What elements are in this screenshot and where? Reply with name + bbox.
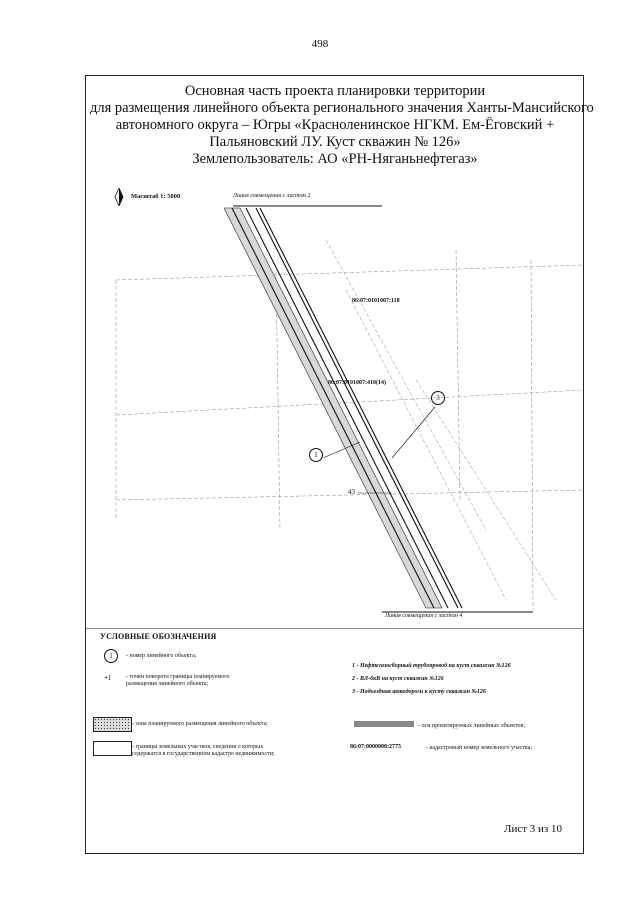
legend-parcel-line: - границы земельных участков, сведения о которых bbox=[132, 744, 264, 750]
legend-zone-swatch bbox=[93, 717, 132, 732]
axis-object-3 bbox=[256, 208, 458, 608]
legend-cadastral-text: - кадастровый номер земельного участка; bbox=[426, 745, 533, 751]
title-block bbox=[90, 83, 594, 168]
legend-axis-swatch bbox=[354, 721, 414, 727]
match-line-bottom-label: Линия совмещения с листом 4 bbox=[385, 613, 463, 619]
axis-object-2 bbox=[246, 208, 448, 608]
match-line-top-label: Линия совмещения с листом 2 bbox=[233, 193, 311, 199]
land-user-line: Землепользователь: АО «РН-Няганьнефтегаз» bbox=[192, 151, 478, 167]
legend-parcel-line: содержатся в государственном кадастре недвижимости; bbox=[132, 751, 275, 757]
title-line: автономного округа – Югры «Красноленинское НГКМ. Ем-Ёговский + bbox=[115, 117, 555, 133]
turn-point-label: 43 bbox=[348, 488, 355, 496]
legend-circle-sample: 1 bbox=[104, 649, 118, 663]
cadastral-label: 86:07:0101007:410(14) bbox=[328, 380, 386, 386]
legend-point-line: - точки поворота границы планируемого bbox=[126, 674, 230, 680]
map-canvas bbox=[86, 200, 583, 625]
object-callout-1: 1 bbox=[309, 448, 323, 462]
page-number: 498 bbox=[311, 38, 329, 50]
legend-point-symbol: •1 bbox=[105, 674, 111, 682]
legend-circle-text: - номер линейного объекта; bbox=[126, 653, 197, 659]
legend-parcel-text bbox=[132, 744, 275, 758]
title-line: для размещения линейного объекта регионального значения Ханты-Мансийского bbox=[90, 100, 594, 116]
title-line: Пальяновский ЛУ. Куст скважин № 126» bbox=[209, 134, 461, 150]
map-scale: Масштаб 1: 5000 bbox=[131, 193, 181, 200]
cadastral-label: 86:07:0101007:118 bbox=[352, 298, 400, 304]
legend-point-line: размещения линейного объекта; bbox=[126, 681, 209, 687]
title-line: Основная часть проекта планировки территории bbox=[184, 83, 486, 99]
legend-cadastral-example: 86:07:0000000:2775 bbox=[350, 744, 401, 750]
legend-object-2: 2 - ВЛ-6кВ на куст скважин №126 bbox=[352, 676, 444, 682]
legend-title: УСЛОВНЫЕ ОБОЗНАЧЕНИЯ bbox=[100, 632, 217, 641]
legend-axis-text: - оси проектируемых линейных объектов; bbox=[418, 723, 526, 729]
axis-object-1 bbox=[232, 208, 434, 608]
legend-point-text bbox=[126, 674, 230, 688]
legend-zone-text: - зона планируемого размещения линейного объекта; bbox=[132, 721, 268, 727]
legend-object-3: 3 - Подъездная автодороги к кусту скважин №126 bbox=[352, 689, 486, 695]
legend-parcel-swatch bbox=[93, 741, 132, 756]
sheet-number: Лист 3 из 10 bbox=[504, 823, 563, 835]
legend-object-1: 1 - Нефтегазосборный трубопровод на куст скважин №126 bbox=[352, 663, 511, 669]
object-callout-3: 3 bbox=[431, 391, 445, 405]
